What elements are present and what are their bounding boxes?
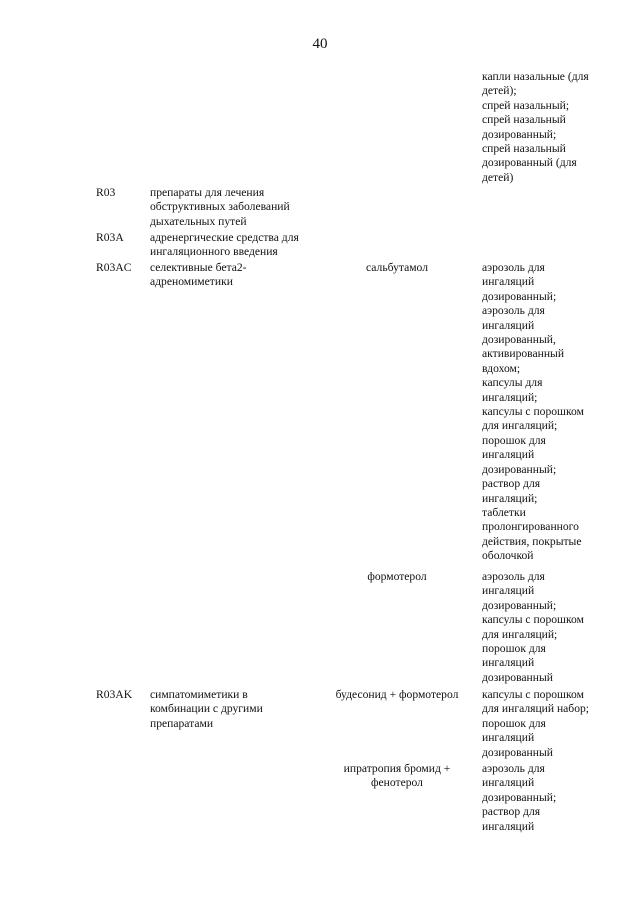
- atc-code-r03a: R03A: [96, 231, 124, 244]
- atc-code-r03ak: R03AK: [96, 688, 133, 701]
- dosage-forms-ipratropium-fenoterol: аэрозоль для ингаляций дозированный; раствор для ингаляций: [482, 762, 557, 833]
- page-number: 40: [312, 36, 328, 52]
- drug-budesonide-formoterol: будесонид + формотерол: [335, 688, 459, 701]
- atc-code-r03ac: R03AC: [96, 261, 132, 274]
- atc-code-r03: R03: [96, 186, 116, 199]
- atc-name-r03ac: селективные бета2- адреномиметики: [150, 261, 247, 289]
- drug-ipratropium-fenoterol: ипратропия бромид + фенотерол: [343, 762, 451, 790]
- drug-formoterol: формотерол: [367, 570, 427, 583]
- dosage-forms-salbutamol: аэрозоль для ингаляций дозированный; аэрозоль для ингаляций дозированный, активированный вдохом; капсулы для ингаляций; капсулы с порошком для ингаляций; порошок для ингаляций дозированный; раствор для ингаляций; таблетки пролонгированного действия, покрытые оболочкой: [482, 261, 584, 563]
- dosage-forms-budesonide-formoterol: капсулы с порошком для ингаляций набор; порошок для ингаляций дозированный: [482, 688, 590, 759]
- drug-salbutamol: сальбутамол: [366, 261, 428, 274]
- atc-name-r03: препараты для лечения обструктивных заболеваний дыхательных путей: [150, 186, 290, 228]
- atc-name-r03a: адренергические средства для ингаляционного введения: [150, 231, 299, 259]
- dosage-forms-formoterol: аэрозоль для ингаляций дозированный; капсулы с порошком для ингаляций; порошок для ингаляций дозированный: [482, 570, 584, 684]
- atc-name-r03ak: симпатомиметики в комбинации с другими препаратами: [150, 688, 263, 730]
- continuation-dosage-forms: капли назальные (для детей); спрей назальный; спрей назальный дозированный; спрей назальный дозированный (для детей): [482, 70, 589, 184]
